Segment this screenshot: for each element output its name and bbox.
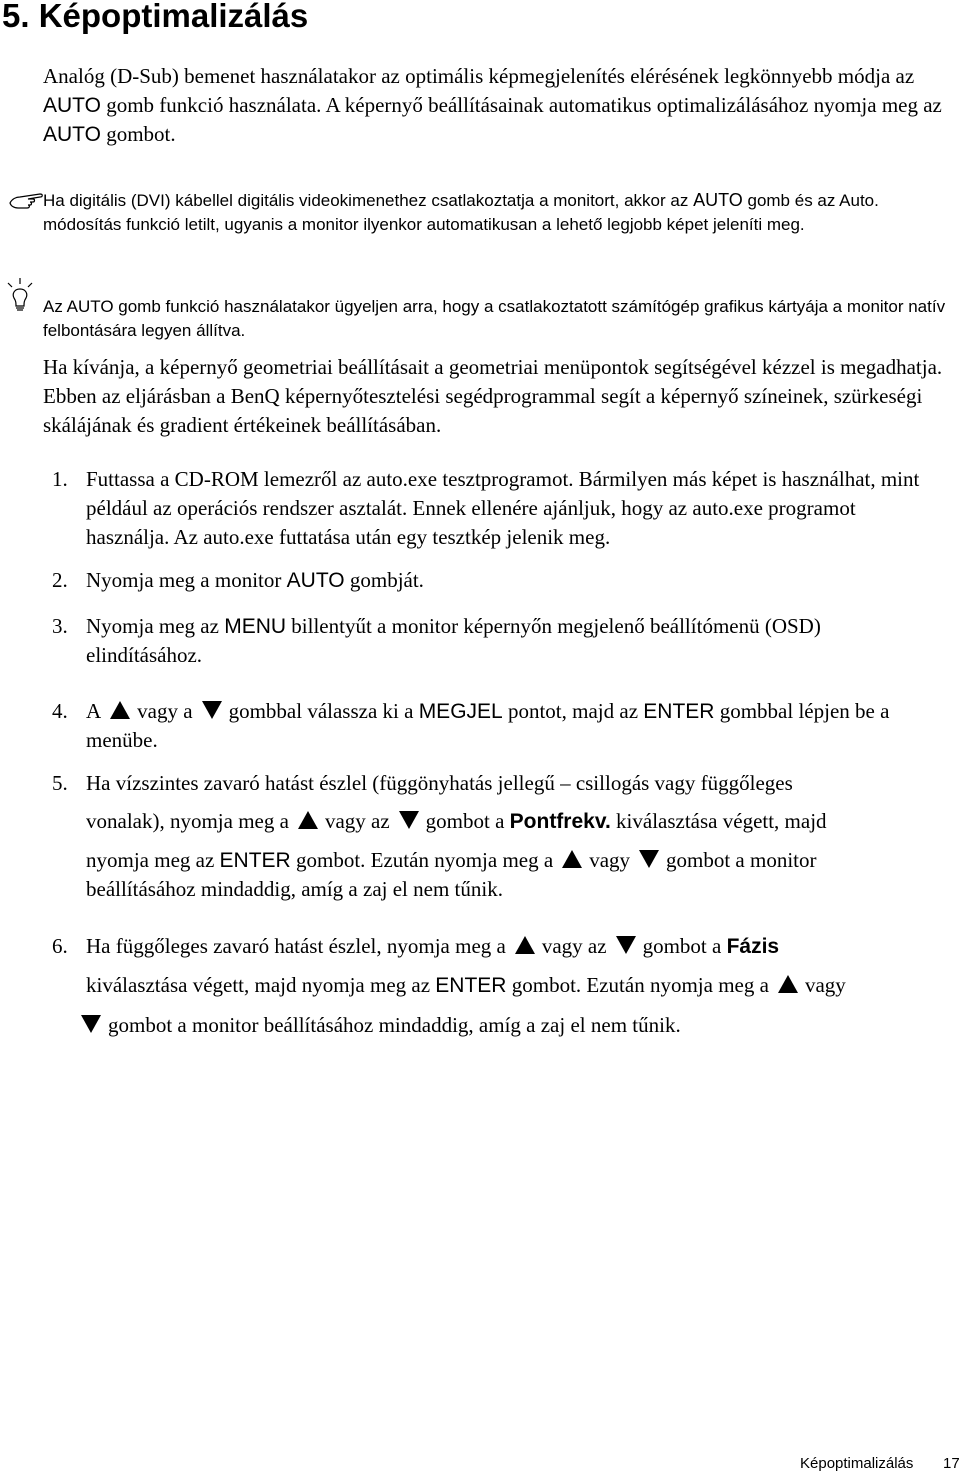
step-6-line-1-text-3: gombot a bbox=[642, 934, 727, 958]
step-5-line-4: beállításához mindaddig, amíg a zaj el nem tűnik. bbox=[86, 877, 503, 901]
down-arrow-icon bbox=[201, 700, 223, 720]
step-1-text: Futtassa a CD-ROM lemezről az auto.exe tesztprogramot. Bármilyen más képet is használhat, mint például az operációs rendszer asztalát. Ennek ellenére ajánljuk, hogy az auto.exe programot használja. Az auto.exe futtatása után egy tesztkép jelenik meg. bbox=[86, 467, 920, 549]
step-4-text-2: vagy a bbox=[137, 699, 193, 723]
lightbulb-icon bbox=[4, 277, 36, 313]
step-5-line-1: Ha vízszintes zavaró hatást észlel (függönyhatás jellegű – csillogás vagy függőleges bbox=[86, 771, 793, 795]
note-dvi bbox=[43, 188, 943, 237]
step-3-text-1: Nyomja meg az bbox=[86, 614, 225, 638]
step-4-keyword-megjel: MEGJEL bbox=[418, 700, 503, 723]
step-6-keyword-fazis: Fázis bbox=[726, 935, 780, 958]
up-arrow-icon bbox=[109, 700, 131, 720]
step-5-number: 5. bbox=[52, 771, 68, 795]
step-5-line-2-text-2: vagy az bbox=[324, 809, 390, 833]
intro-text-2: gomb funkció használata. A képernyő beállításainak automatikus optimalizálásához nyomja meg az bbox=[100, 93, 942, 117]
up-arrow-icon bbox=[297, 810, 319, 830]
up-arrow-icon bbox=[777, 974, 799, 994]
geometry-paragraph: Ha kívánja, a képernyő geometriai beállításait a geometriai menüpontok segítségével kézzel is megadhatja. Ebben az eljárásban a BenQ képernyőtesztelési segédprogrammal segít a képernyő színeinek, szürkeségi skálájának és gradient értékeinek beállításában. bbox=[43, 355, 943, 437]
footer-section-name: Képoptimalizálás bbox=[800, 1455, 914, 1472]
down-arrow-icon bbox=[638, 849, 660, 869]
step-6-number: 6. bbox=[52, 934, 68, 958]
up-arrow-icon bbox=[561, 849, 583, 869]
step-3-number: 3. bbox=[52, 614, 68, 638]
step-2-keyword-auto: AUTO bbox=[286, 569, 345, 592]
step-3-text-2: billentyűt a monitor képernyőn megjelenő beállítómenü (OSD) elindításához. bbox=[86, 614, 821, 667]
step-5-line-3-text-3: vagy bbox=[589, 848, 631, 872]
step-4-keyword-enter: ENTER bbox=[643, 700, 715, 723]
step-4-text-3: gombbal válassza ki a bbox=[228, 699, 419, 723]
step-6-line-2-text-2: gombot. Ezután nyomja meg a bbox=[506, 973, 769, 997]
step-4-text-1: A bbox=[86, 699, 102, 723]
step-6-line-1-text-1: Ha függőleges zavaró hatást észlel, nyomja meg a bbox=[86, 934, 506, 958]
intro-text-1: Analóg (D-Sub) bemenet használatakor az optimális képmegjelenítés elérésének legkönnyebb módja az bbox=[43, 64, 915, 88]
step-6-line-1-text-2: vagy az bbox=[541, 934, 607, 958]
step-4-number: 4. bbox=[52, 699, 68, 723]
down-arrow-icon bbox=[615, 935, 637, 955]
intro-keyword-auto: AUTO bbox=[43, 94, 101, 117]
note-dvi-text-2: gomb és az Auto. módosítás funkció letilt, ugyanis a monitor ilyenkor automatikusan a lehető legjobb képet jeleníti meg. bbox=[43, 191, 879, 234]
step-5-line-3-text-2: gombot. Ezután nyomja meg a bbox=[290, 848, 554, 872]
step-6-line-2-text-1: kiválasztása végett, majd nyomja meg az bbox=[86, 973, 436, 997]
intro-paragraph bbox=[43, 62, 943, 149]
step-6-line-2-text-3: vagy bbox=[804, 973, 846, 997]
step-2-text-1: Nyomja meg a monitor bbox=[86, 568, 287, 592]
note-dvi-keyword-auto: AUTO bbox=[693, 190, 743, 210]
step-5-line-3-text-1: nyomja meg az bbox=[86, 848, 220, 872]
step-5-line-2-text-4: kiválasztása végett, majd bbox=[610, 809, 827, 833]
intro-keyword-auto-2: AUTO bbox=[43, 123, 101, 146]
step-3-keyword-menu: MENU bbox=[224, 615, 287, 638]
note-auto-resolution: Az AUTO gomb funkció használatakor ügyeljen arra, hogy a csatlakoztatott számítógép grafikus kártyája a monitor natív felbontására legyen állítva. bbox=[43, 297, 946, 340]
step-1-number: 1. bbox=[52, 467, 68, 491]
down-arrow-icon bbox=[398, 810, 420, 830]
step-2-text-2: gombját. bbox=[344, 568, 424, 592]
up-arrow-icon bbox=[514, 935, 536, 955]
footer-page-number: 17 bbox=[943, 1455, 960, 1472]
note-dvi-text-1: Ha digitális (DVI) kábellel digitális videokimenethez csatlakoztatja a monitort, akkor az bbox=[43, 191, 694, 210]
step-5-line-3-text-4: gombot a monitor bbox=[666, 848, 817, 872]
step-5-line-2-text-1: vonalak), nyomja meg a bbox=[86, 809, 289, 833]
step-4-text-5: gombbal lépjen be a menübe. bbox=[86, 699, 890, 752]
step-6-line-3-text: gombot a monitor beállításához mindaddig, amíg a zaj el nem tűnik. bbox=[108, 1013, 681, 1037]
step-4-text-4: pontot, majd az bbox=[502, 699, 644, 723]
step-5-keyword-pontfrekv: Pontfrekv. bbox=[509, 810, 611, 833]
pointing-hand-icon bbox=[8, 189, 44, 211]
intro-text-3: gombot. bbox=[100, 122, 176, 146]
step-6-keyword-enter: ENTER bbox=[435, 974, 507, 997]
page-title: 5. Képoptimalizálás bbox=[2, 0, 309, 34]
step-2-number: 2. bbox=[52, 568, 68, 592]
step-5-keyword-enter: ENTER bbox=[219, 849, 291, 872]
down-arrow-icon bbox=[80, 1014, 102, 1034]
step-5-line-2-text-3: gombot a bbox=[425, 809, 510, 833]
